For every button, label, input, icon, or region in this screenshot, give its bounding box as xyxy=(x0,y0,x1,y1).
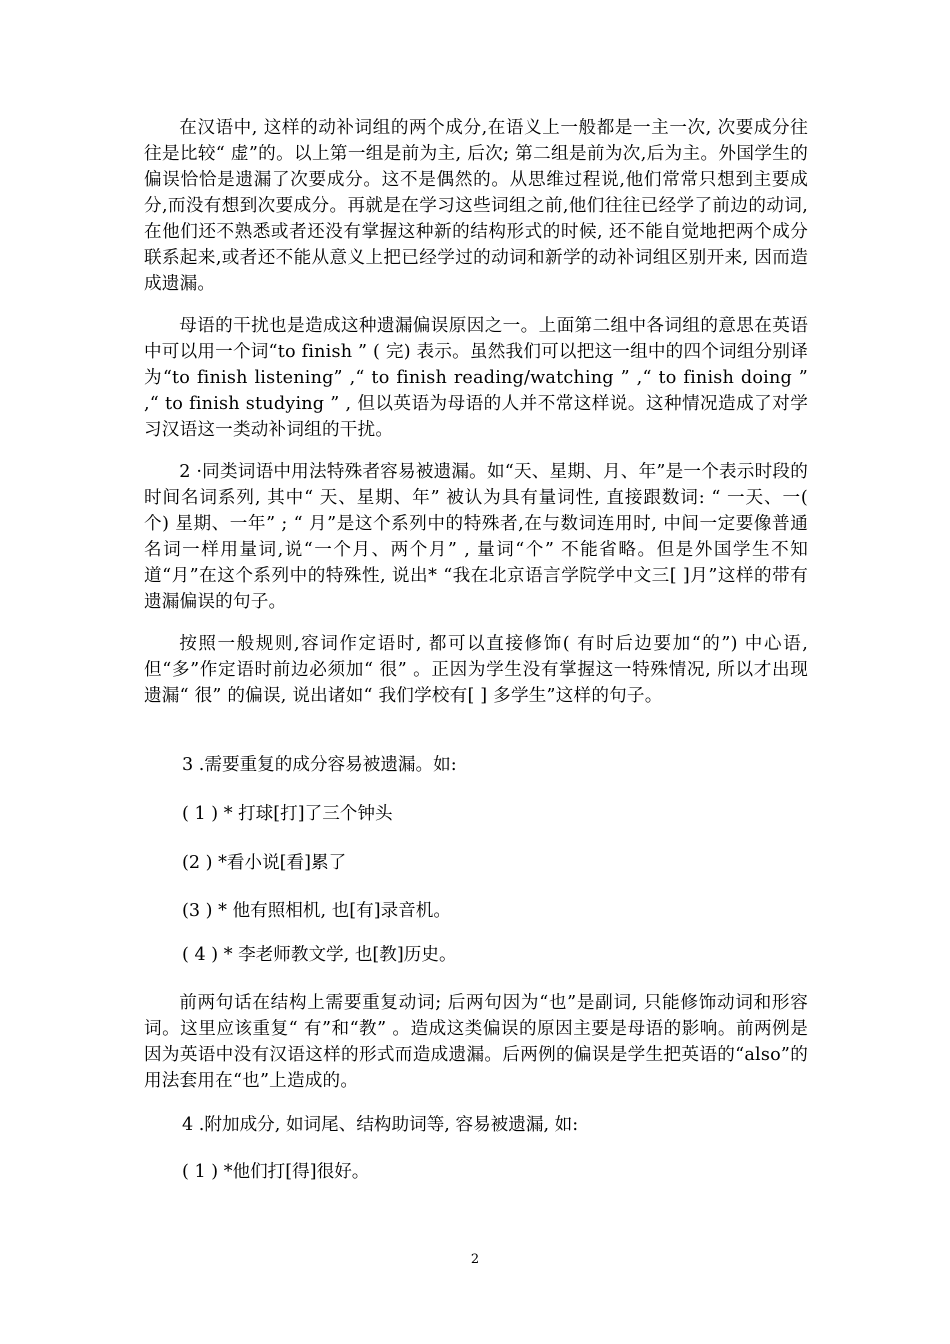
paragraph-mother-tongue-interference: 母语的干扰也是造成这种遗漏偏误原因之一。上面第二组中各词组的意思在英语中可以用一个词“to finish ” ( 完) 表示。虽然我们可以把这一组中的四个词组分别译为“to finish listening” ,“ to finish reading/watching ” ,“ to finish doing ” ,“ to finish studying ” , 但以英语为母语的人并不常这样说。这种情况造成了对学习汉语这一类动补词组的干扰。 xyxy=(144,316,809,440)
example-4-1: ( 1 ) *他们打[得]很好。 xyxy=(182,1162,370,1182)
page-number: 2 xyxy=(470,1252,480,1267)
example-3-3: (3 ) * 他有照相机, 也[有]录音机。 xyxy=(182,901,451,921)
paragraph-adjective-attribute: 按照一般规则,容词作定语时, 都可以直接修饰( 有时后边要加“的”) 中心语,但“多”作定语时前边必须加“ 很” 。正因为学生没有掌握这一特殊情况, 所以才出现遗漏“ 很” 的偏误, 说出诸如“ 我们学校有[ ] 多学生”这样的句子。 xyxy=(144,634,808,706)
paragraph-repetition-explanation: 前两句话在结构上需要重复动词; 后两句因为“也”是副词, 只能修饰动词和形容词。这里应该重复“ 有”和“教” 。造成这类偏误的原因主要是母语的影响。前两例是因为英语中没有汉语这样的形式而造成遗漏。后两例的偏误是学生把英语的“also”的用法套用在“也”上造成的。 xyxy=(144,993,808,1091)
section-3-heading: 3 .需要重复的成分容易被遗漏。如: xyxy=(182,755,457,775)
paragraph-special-usage: 2 ·同类词语中用法特殊者容易被遗漏。如“天、星期、月、年”是一个表示时段的时间名词系列, 其中“ 天、星期、年” 被认为具有量词性, 直接跟数词: “ 一天、一( 个) 星期、一年” ; “ 月”是这个系列中的特殊者,在与数词连用时, 中间一定要像普通名词一样用量词,说“一个月、两个月” , 量词“个” 不能省略。但是外国学生不知道“月”在这个系列中的特殊性, 说出* “我在北京语言学院学中文三[ ]月”这样的带有遗漏偏误的句子。 xyxy=(144,462,808,612)
example-3-4: ( 4 ) * 李老师教文学, 也[教]历史。 xyxy=(182,945,457,965)
example-3-2: (2 ) *看小说[看]累了 xyxy=(182,853,347,873)
example-3-1: ( 1 ) * 打球[打]了三个钟头 xyxy=(182,804,393,824)
paragraph-complement-analysis: 在汉语中, 这样的动补词组的两个成分,在语义上一般都是一主一次, 次要成分往往是比较“ 虚”的。以上第一组是前为主, 后次; 第二组是前为次,后为主。外国学生的偏误恰恰是遗漏了次要成分。这不是偶然的。从思维过程说,他们常常只想到主要成分,而没有想到次要成分。再就是在学习这些词组之前,他们往往已经学了前边的动词, 在他们还不熟悉或者还没有掌握这种新的结构形式的时候, 还不能自觉地把两个成分联系起来,或者还不能从意义上把已经学过的动词和新学的动补词组区别开来, 因而造成遗漏。 xyxy=(144,118,808,294)
section-4-heading: 4 .附加成分, 如词尾、结构助词等, 容易被遗漏, 如: xyxy=(182,1115,579,1135)
